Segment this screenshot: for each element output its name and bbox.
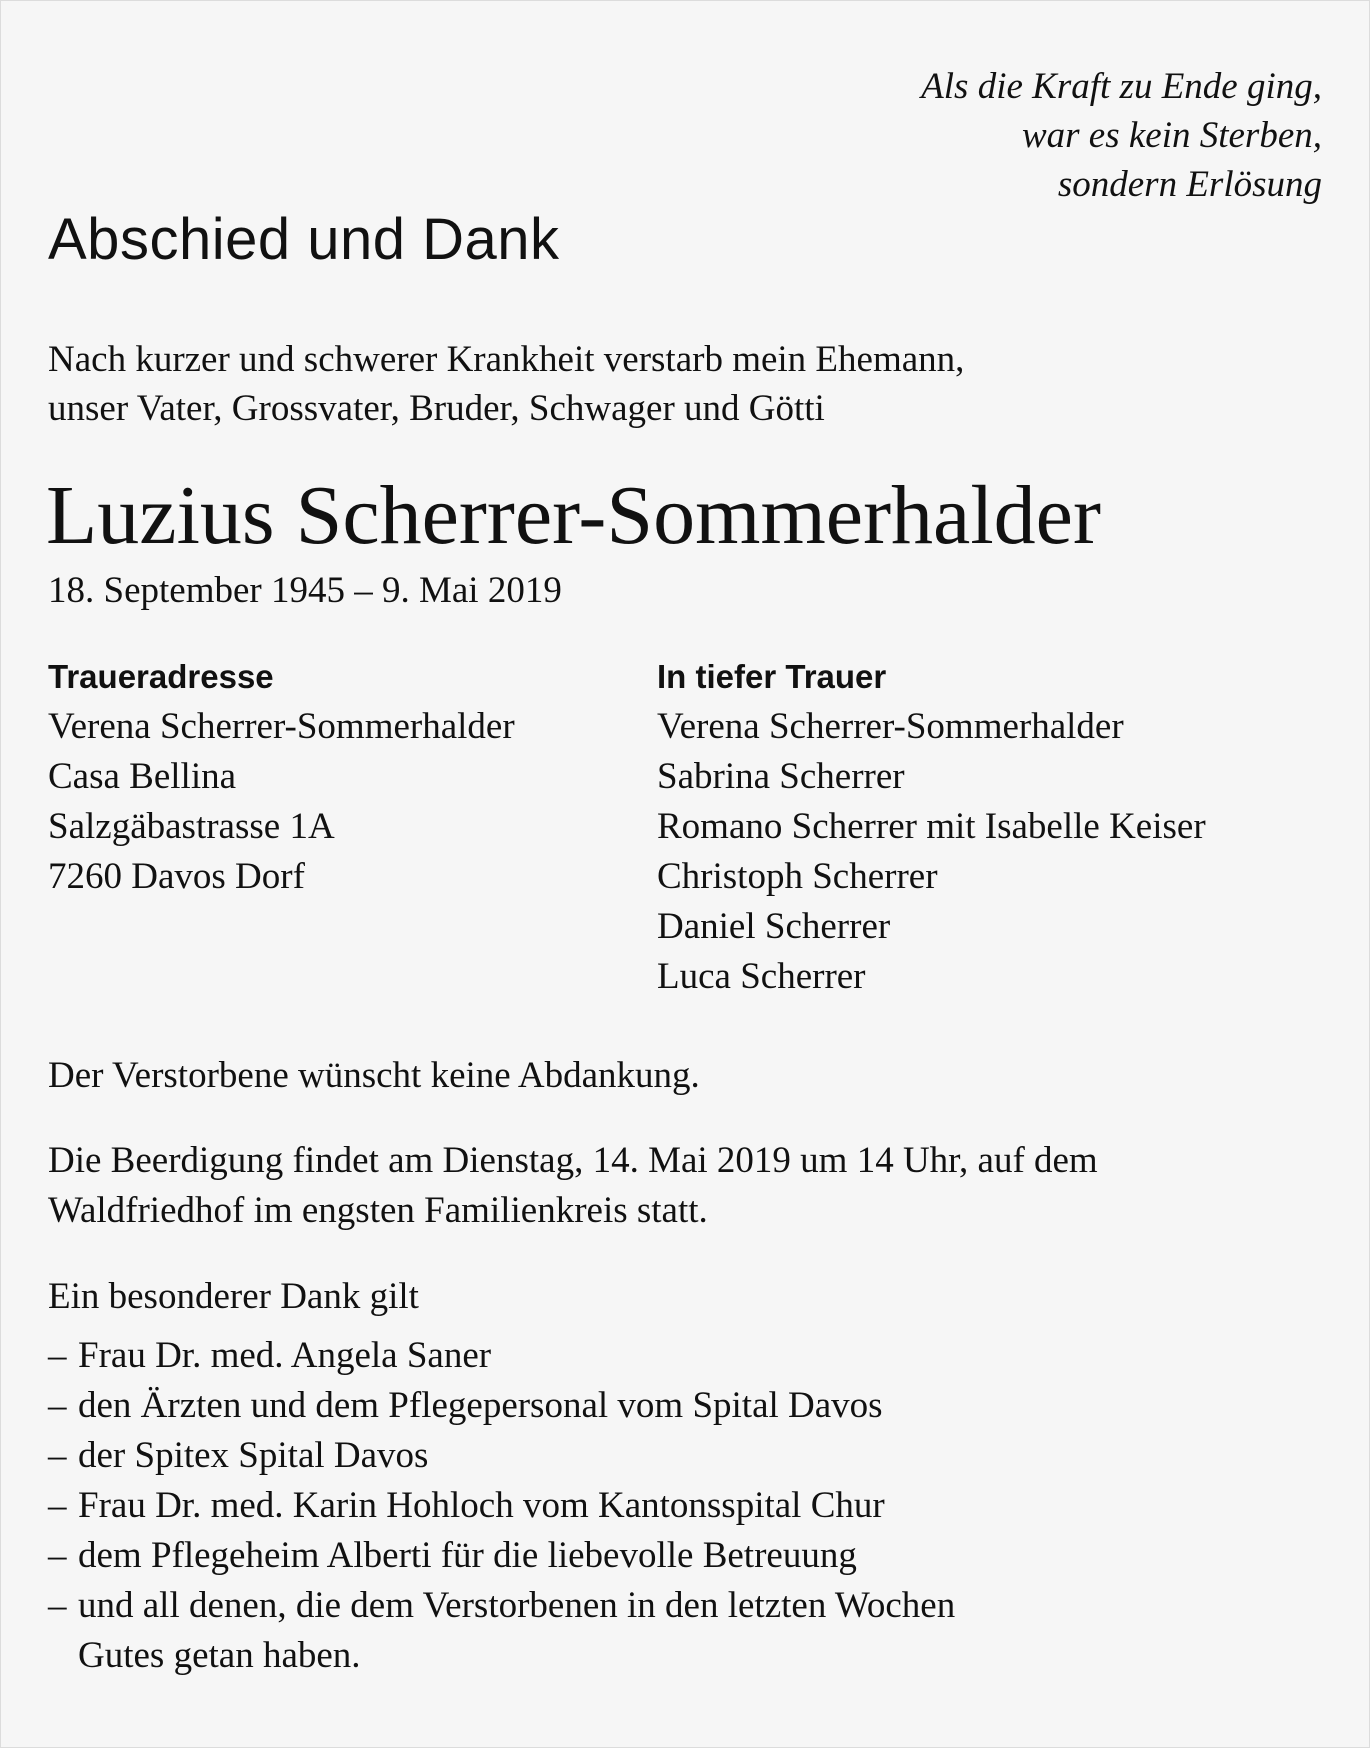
address-line: 7260 Davos Dorf: [48, 856, 305, 897]
thanks-list: [48, 1331, 955, 1681]
motto-line: sondern Erlösung: [1057, 164, 1322, 205]
thanks-item: [48, 1481, 955, 1531]
mourners-block: [657, 652, 1206, 1002]
thanks-item-line: Gutes getan haben.: [78, 1635, 361, 1676]
dash-bullet: –: [48, 1585, 67, 1626]
mourner-name: Christoph Scherrer: [657, 856, 938, 897]
thanks-item-line: Frau Dr. med. Angela Saner: [78, 1335, 492, 1376]
thanks-item: [48, 1581, 955, 1681]
intro-text: [48, 335, 964, 433]
thanks-item: [48, 1381, 955, 1431]
thanks-intro-line: Ein besonderer Dank gilt: [48, 1276, 419, 1317]
page-title: Abschied und Dank: [48, 207, 560, 272]
mourner-name: Daniel Scherrer: [657, 906, 891, 947]
dash-bullet: –: [48, 1485, 67, 1526]
no-ceremony-notice: [48, 1051, 700, 1101]
notice-line: Die Beerdigung findet am Dienstag, 14. Mai 2019 um 14 Uhr, auf dem: [48, 1140, 1098, 1181]
dash-bullet: –: [48, 1535, 67, 1576]
deceased-name: Luzius Scherrer-Sommerhalder: [46, 469, 1101, 562]
thanks-item: [48, 1431, 955, 1481]
mourner-name: Verena Scherrer-Sommerhalder: [657, 706, 1124, 747]
dash-bullet: –: [48, 1385, 67, 1426]
mourner-name: Romano Scherrer mit Isabelle Keiser: [657, 806, 1206, 847]
thanks-item-line: dem Pflegeheim Alberti für die liebevolle Betreuung: [78, 1535, 857, 1576]
thanks-item-line: der Spitex Spital Davos: [78, 1435, 429, 1476]
thanks-item: [48, 1531, 955, 1581]
address-line: Salzgäbastrasse 1A: [48, 806, 335, 847]
intro-line: unser Vater, Grossvater, Bruder, Schwager und Götti: [48, 388, 825, 429]
burial-notice: [48, 1136, 1098, 1236]
notice-line: Waldfriedhof im engsten Familienkreis statt.: [48, 1190, 708, 1231]
address-line: Casa Bellina: [48, 756, 237, 797]
mourning-address-title: Traueradresse: [48, 658, 274, 695]
thanks-item-line: den Ärzten und dem Pflegepersonal vom Spital Davos: [78, 1385, 883, 1426]
mourners-title: In tiefer Trauer: [657, 658, 887, 695]
dash-bullet: –: [48, 1435, 67, 1476]
dash-bullet: –: [48, 1335, 67, 1376]
thanks-item-line: Frau Dr. med. Karin Hohloch vom Kantonsspital Chur: [78, 1485, 885, 1526]
thanks-item: [48, 1331, 955, 1381]
address-line: Verena Scherrer-Sommerhalder: [48, 706, 515, 747]
mourning-address-block: [48, 652, 515, 902]
motto-line: war es kein Sterben,: [1021, 115, 1322, 156]
mourner-name: Sabrina Scherrer: [657, 756, 905, 797]
motto-verse: [921, 62, 1322, 209]
intro-line: Nach kurzer und schwerer Krankheit verstarb mein Ehemann,: [48, 339, 965, 380]
life-dates: 18. September 1945 – 9. Mai 2019: [48, 570, 562, 611]
thanks-intro: [48, 1272, 419, 1322]
mourner-name: Luca Scherrer: [657, 956, 866, 997]
motto-line: Als die Kraft zu Ende ging,: [921, 66, 1322, 107]
thanks-item-line: und all denen, die dem Verstorbenen in den letzten Wochen: [78, 1585, 956, 1626]
notice-line: Der Verstorbene wünscht keine Abdankung.: [48, 1055, 700, 1096]
